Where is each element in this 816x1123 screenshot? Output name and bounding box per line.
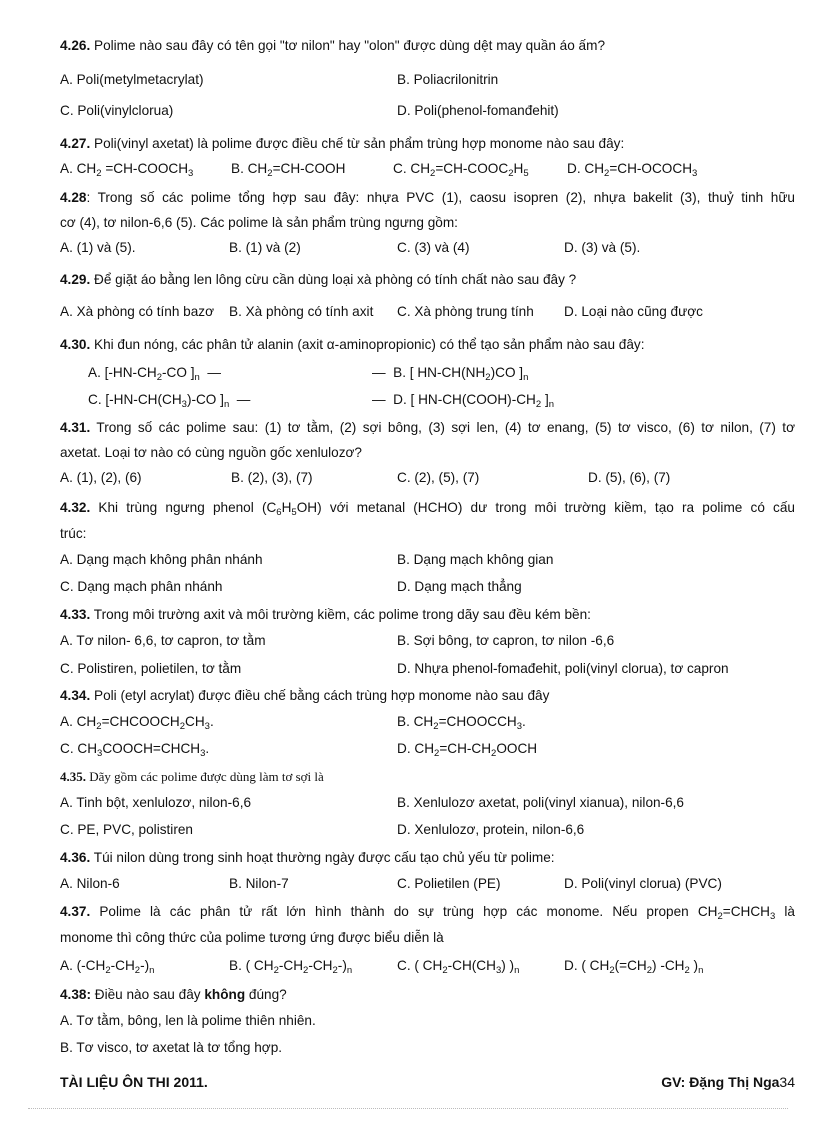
option: B. Sợi bông, tơ capron, tơ nilon -6,6: [397, 633, 615, 648]
option: C. [$-HN-CH(CH_3)-CO$ ]$_n$ —: [88, 392, 251, 410]
option: C. Polistiren, polietilen, tơ tằm: [60, 661, 242, 676]
option: D. Loại nào cũng được: [564, 304, 703, 319]
question-4-32: 4.32. Khi trùng ngưng phenol $(C_6H_5OH)$ với metanal (HCHO) dư trong môi trường kiềm, tạo ra polime có cấu: [60, 500, 795, 518]
question-stem-cont: trúc:: [60, 526, 87, 541]
option: A. (1) và (5).: [60, 240, 136, 255]
option: C. Xà phòng trung tính: [397, 304, 534, 319]
option: A. $(-CH_2-CH_2-)_n$: [60, 958, 155, 976]
option: B. Nilon-7: [229, 876, 289, 891]
option: A. [$-HN-CH_2-CO$ ]$_n$ —: [88, 365, 221, 383]
option: B. (2), (3), (7): [231, 470, 313, 485]
option: — D. [ $HN-CH(COOH)-CH_2$ ]$_n$: [372, 392, 555, 410]
option: C. Dạng mạch phân nhánh: [60, 579, 223, 594]
option: C. $CH_2=CH-COOC_2H_5$: [393, 161, 529, 179]
question-4-26: 4.26. Polime nào sau đây có tên gọi "tơ nilon" hay "olon" được dùng dệt may quần áo ấm?: [60, 38, 606, 53]
option: D. (3) và (5).: [564, 240, 641, 255]
option: D. Poli(vinyl clorua) (PVC): [564, 876, 722, 891]
question-stem-cont: axetat. Loại tơ nào có cùng nguồn gốc xenlulozơ?: [60, 445, 362, 460]
option: C. Poli(vinylclorua): [60, 103, 174, 118]
option: A. Dạng mạch không phân nhánh: [60, 552, 263, 567]
question-4-29: 4.29. Để giặt áo bằng len lông cừu cần dùng loại xà phòng có tính chất nào sau đây ?: [60, 272, 577, 287]
page-number: 34: [779, 1074, 795, 1090]
footer-title: TÀI LIỆU ÔN THI 2011.: [60, 1074, 208, 1090]
question-4-28: 4.28: Trong số các polime tổng hợp sau đây: nhựa PVC (1), caosu isopren (2), nhựa bakelit (3), thuỷ tinh hữu: [60, 190, 795, 205]
option: A. $CH_2=CHCOOCH_2CH_3$.: [60, 714, 214, 732]
option: D. $CH_2=CH-CH_2OOCH$: [397, 741, 538, 759]
option: B. Dạng mạch không gian: [397, 552, 554, 567]
page-footer: [60, 1074, 795, 1090]
option: A. Tơ tằm, bông, len là polime thiên nhiên.: [60, 1013, 316, 1028]
option: D. Xenlulozơ, protein, nilon-6,6: [397, 822, 585, 837]
option: C. ( $CH_2-CH(CH_3)$ )$_n$: [397, 958, 520, 976]
option: D. Nhựa phenol-fomađehit, poli(vinyl clorua), tơ capron: [397, 661, 729, 676]
option: D. (5), (6), (7): [588, 470, 671, 485]
page-bottom-divider: [28, 1108, 788, 1109]
option: A. Tơ nilon- 6,6, tơ capron, tơ tằm: [60, 633, 266, 648]
option: B. (1) và (2): [229, 240, 301, 255]
question-4-38: 4.38: Điều nào sau đây không đúng?: [60, 987, 287, 1002]
question-stem-cont: cơ (4), tơ nilon-6,6 (5). Các polime là sản phẩm trùng ngưng gồm:: [60, 215, 458, 230]
option: B. Tơ visco, tơ axetat là tơ tổng hợp.: [60, 1040, 283, 1055]
question-4-30: 4.30. Khi đun nóng, các phân tử alanin (axit α-aminopropionic) có thể tạo sản phẩm nào sau đây:: [60, 337, 645, 352]
option: A. (1), (2), (6): [60, 470, 142, 485]
option: D. Dạng mạch thẳng: [397, 579, 522, 594]
option: C. PE, PVC, polistiren: [60, 822, 193, 837]
option: B. $CH_2=CHOOCCH_3$.: [397, 714, 526, 732]
option: B. Poliacrilonitrin: [397, 72, 499, 87]
option: C. Polietilen (PE): [397, 876, 501, 891]
question-4-37: 4.37. Polime là các phân tử rất lớn hình thành do sự trùng hợp các monome. Nếu propen $CH_2=CHCH_3$ là: [60, 904, 795, 922]
option: D. ( $CH_2(=CH_2)$ $-CH_2$ )$_n$: [564, 958, 704, 976]
option: B. ( $CH_2-CH_2-CH_2-)_n$: [229, 958, 353, 976]
option: B. $CH_2=CH$-COOH: [231, 161, 346, 179]
question-4-34: 4.34. Poli (etyl acrylat) được điều chế bằng cách trùng hợp monome nào sau đây: [60, 688, 550, 703]
question-4-36: 4.36. Túi nilon dùng trong sinh hoạt thường ngày được cấu tạo chủ yếu từ polime:: [60, 850, 555, 865]
option: B. Xà phòng có tính axit: [229, 304, 374, 319]
option: C. $CH_3COOCH=CHCH_3$.: [60, 741, 210, 759]
option: D. Poli(phenol-fomanđehit): [397, 103, 559, 118]
question-4-31: 4.31. Trong số các polime sau: (1) tơ tằm, (2) sợi bông, (3) sợi len, (4) tơ enang, (5) tơ visco, (6) tơ nilon, (7) tơ: [60, 420, 795, 435]
question-4-33: 4.33. Trong môi trường axit và môi trường kiềm, các polime trong dãy sau đều kém bền:: [60, 607, 591, 622]
option: A. Tinh bột, xenlulozơ, nilon-6,6: [60, 795, 252, 810]
option: — B. [ $HN-CH(NH_2)CO$ ]$_n$: [372, 365, 529, 383]
option: A. Poli(metylmetacrylat): [60, 72, 204, 87]
option: C. (3) và (4): [397, 240, 470, 255]
option: B. Xenlulozơ axetat, poli(vinyl xianua), nilon-6,6: [397, 795, 684, 810]
question-4-35: 4.35. Dãy gồm các polime được dùng làm tơ sợi là: [60, 769, 324, 784]
option: D. $CH_2=CH-OCOCH_3$: [567, 161, 698, 179]
option: C. (2), (5), (7): [397, 470, 480, 485]
option: A. $CH_2$ $=CH-COOCH_3$: [60, 161, 194, 179]
option: A. Xà phòng có tính bazơ: [60, 304, 215, 319]
question-stem-cont: monome thì công thức của polime tương ứng được biểu diễn là: [60, 930, 444, 945]
option: A. Nilon-6: [60, 876, 120, 891]
footer-author: GV: Đặng Thị Nga34: [661, 1074, 795, 1090]
question-4-27: 4.27. Poli(vinyl axetat) là polime được điều chế từ sản phẩm trùng hợp monome nào sau đây:: [60, 136, 625, 151]
